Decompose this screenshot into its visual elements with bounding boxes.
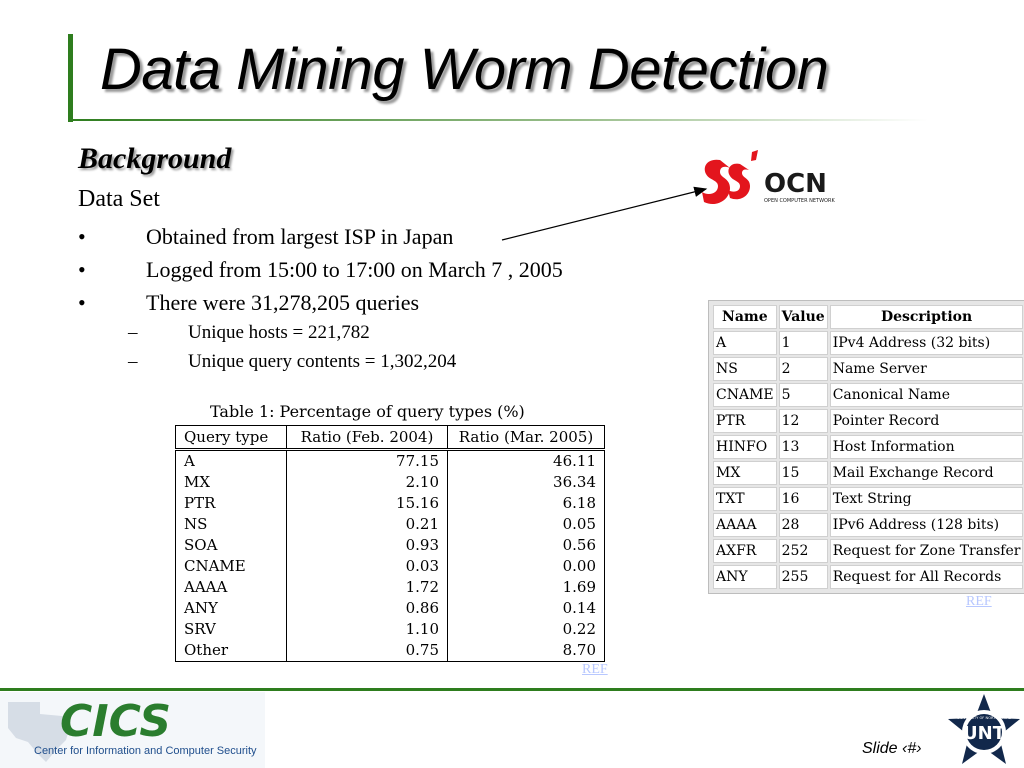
- table-row: [713, 565, 1023, 589]
- table-row: [176, 598, 605, 619]
- ocn-subtext: OPEN COMPUTER NETWORK: [764, 198, 835, 204]
- table-cell: 15.16: [287, 493, 448, 514]
- unt-name: UNT: [963, 723, 1005, 744]
- table-cell: 2.10: [287, 472, 448, 493]
- table-cell: AXFR: [713, 539, 777, 563]
- table-cell: 0.86: [287, 598, 448, 619]
- table-row: [713, 383, 1023, 407]
- table-cell: NS: [176, 514, 287, 535]
- cics-name: CICS: [60, 696, 172, 747]
- table-cell: Canonical Name: [830, 383, 1024, 407]
- table-row: [176, 450, 605, 473]
- table-row: [713, 487, 1023, 511]
- table-cell: Text String: [830, 487, 1024, 511]
- table-cell: 0.21: [287, 514, 448, 535]
- table-cell: 0.14: [448, 598, 605, 619]
- table-cell: AAAA: [176, 577, 287, 598]
- table-row: [176, 556, 605, 577]
- table-cell: Other: [176, 640, 287, 662]
- unt-logo: [944, 692, 1024, 768]
- table-cell: 13: [779, 435, 828, 459]
- table-cell: IPv6 Address (128 bits): [830, 513, 1024, 537]
- table-cell: HINFO: [713, 435, 777, 459]
- table-cell: 15: [779, 461, 828, 485]
- table-cell: 255: [779, 565, 828, 589]
- table-cell: 8.70: [448, 640, 605, 662]
- sub-bullet-text: Unique query contents = 1,302,204: [188, 351, 457, 372]
- table-row: [713, 357, 1023, 381]
- record-types-table: [711, 303, 1024, 591]
- table-cell: 5: [779, 383, 828, 407]
- table-cell: 0.00: [448, 556, 605, 577]
- table-cell: Request for All Records: [830, 565, 1024, 589]
- bullet-text: There were 31,278,205 queries: [146, 290, 420, 315]
- table-cell: 36.34: [448, 472, 605, 493]
- table-header-row: [713, 305, 1023, 329]
- bullet-mark: •: [78, 224, 86, 249]
- table-cell: Mail Exchange Record: [830, 461, 1024, 485]
- table-cell: CNAME: [713, 383, 777, 407]
- dataset-label: Data Set: [78, 186, 160, 212]
- column-header: Value: [779, 305, 828, 329]
- table-cell: IPv4 Address (32 bits): [830, 331, 1024, 355]
- query-type-table: [175, 425, 605, 662]
- table-cell: A: [176, 450, 287, 473]
- table-row: [176, 514, 605, 535]
- table-cell: SOA: [176, 535, 287, 556]
- table-cell: TXT: [713, 487, 777, 511]
- footer-divider: [0, 688, 1024, 691]
- table-cell: NS: [713, 357, 777, 381]
- table-cell: MX: [713, 461, 777, 485]
- sub-bullet-mark: –: [128, 322, 138, 343]
- table-row: [713, 461, 1023, 485]
- table-row: [176, 535, 605, 556]
- unt-ring-text: UNIVERSITY OF NORTH TEXAS: [957, 716, 1011, 720]
- table-row: [176, 640, 605, 662]
- table-cell: 1.69: [448, 577, 605, 598]
- column-header: Name: [713, 305, 777, 329]
- cics-subtitle: Center for Information and Computer Security: [34, 745, 257, 757]
- table-cell: 16: [779, 487, 828, 511]
- table-cell: 0.56: [448, 535, 605, 556]
- table-header-row: [176, 426, 605, 450]
- record-types-table-frame: [708, 300, 1024, 594]
- table-row: [176, 493, 605, 514]
- table-cell: 0.05: [448, 514, 605, 535]
- table-cell: Pointer Record: [830, 409, 1024, 433]
- table-cell: Host Information: [830, 435, 1024, 459]
- table1-caption: Table 1: Percentage of query types (%): [210, 402, 525, 421]
- bullet-text: Obtained from largest ISP in Japan: [146, 224, 454, 249]
- slide-number: Slide ‹#›: [862, 740, 922, 757]
- table-cell: Name Server: [830, 357, 1024, 381]
- table-cell: 0.03: [287, 556, 448, 577]
- section-heading: Background: [78, 142, 232, 175]
- table-cell: PTR: [713, 409, 777, 433]
- table-cell: SRV: [176, 619, 287, 640]
- table-row: [713, 539, 1023, 563]
- bullet-mark: •: [78, 257, 86, 282]
- table-row: [176, 577, 605, 598]
- table-cell: 1.10: [287, 619, 448, 640]
- table-row: [713, 513, 1023, 537]
- table-cell: PTR: [176, 493, 287, 514]
- ocn-text: OCN: [764, 169, 827, 199]
- table-cell: Request for Zone Transfer: [830, 539, 1024, 563]
- table-cell: 46.11: [448, 450, 605, 473]
- column-header: Description: [830, 305, 1024, 329]
- table-cell: 0.22: [448, 619, 605, 640]
- table-cell: 0.75: [287, 640, 448, 662]
- table-cell: 252: [779, 539, 828, 563]
- table-row: [176, 472, 605, 493]
- table-cell: CNAME: [176, 556, 287, 577]
- table-row: [713, 409, 1023, 433]
- title-accent-bar: [68, 34, 73, 122]
- table-cell: 1.72: [287, 577, 448, 598]
- table-cell: ANY: [713, 565, 777, 589]
- table-cell: 6.18: [448, 493, 605, 514]
- ref-link[interactable]: REF: [582, 662, 608, 677]
- sub-bullet-mark: –: [128, 351, 138, 372]
- cics-logo: [0, 692, 265, 768]
- ref-link[interactable]: REF: [966, 594, 992, 609]
- table-row: [713, 435, 1023, 459]
- table-cell: A: [713, 331, 777, 355]
- table-cell: 12: [779, 409, 828, 433]
- table-cell: 1: [779, 331, 828, 355]
- table-cell: 77.15: [287, 450, 448, 473]
- column-header: Ratio (Feb. 2004): [287, 426, 448, 450]
- table-cell: AAAA: [713, 513, 777, 537]
- table-cell: 2: [779, 357, 828, 381]
- ocn-logo: [700, 148, 845, 212]
- bullet-text: Logged from 15:00 to 17:00 on March 7 , 2005: [146, 257, 563, 282]
- table-cell: MX: [176, 472, 287, 493]
- bullet-mark: •: [78, 290, 86, 315]
- table-row: [713, 331, 1023, 355]
- page-title: Data Mining Worm Detection: [100, 37, 829, 102]
- table-cell: 28: [779, 513, 828, 537]
- table-row: [176, 619, 605, 640]
- column-header: Query type: [176, 426, 287, 450]
- sub-bullet-text: Unique hosts = 221,782: [188, 322, 370, 343]
- table-cell: ANY: [176, 598, 287, 619]
- table-cell: 0.93: [287, 535, 448, 556]
- column-header: Ratio (Mar. 2005): [448, 426, 605, 450]
- title-divider: [68, 119, 928, 121]
